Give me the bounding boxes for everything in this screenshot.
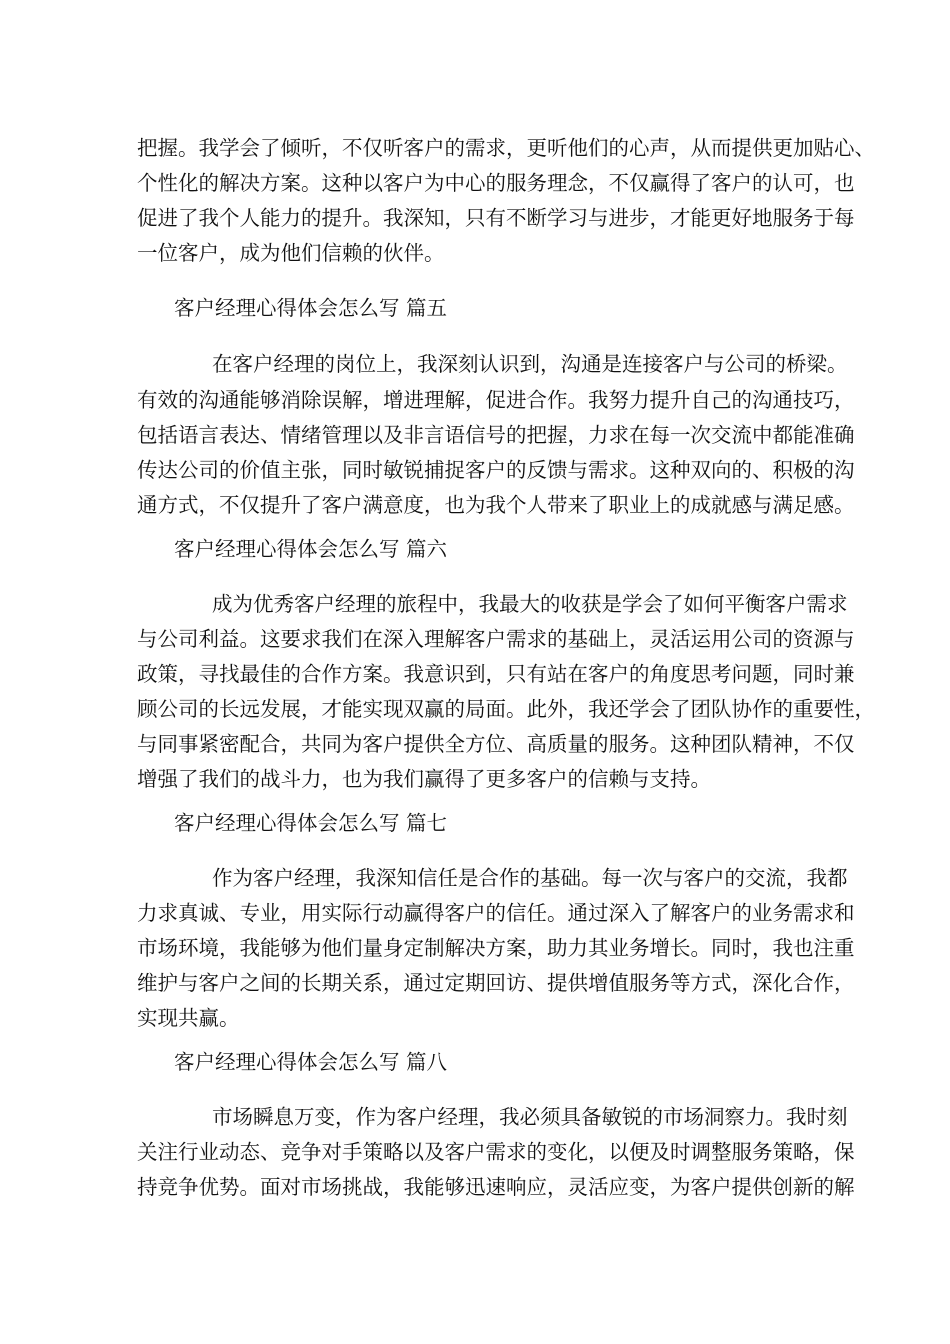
paragraph-line: 力求真诚、专业，用实际行动赢得客户的信任。通过深入了解客户的业务需求和 — [137, 901, 855, 925]
paragraph-line: 包括语言表达、情绪管理以及非言语信号的把握，力求在每一次交流中都能准确 — [137, 423, 855, 447]
paragraph-line: 市场环境，我能够为他们量身定制解决方案，助力其业务增长。同时，我也注重 — [137, 936, 855, 960]
paragraph-line: 维护与客户之间的长期关系，通过定期回访、提供增值服务等方式，深化合作， — [137, 971, 855, 995]
section-heading: 客户经理心得体会怎么写 篇五 — [174, 296, 448, 320]
paragraph-line: 作为客户经理，我深知信任是合作的基础。每一次与客户的交流，我都 — [212, 866, 848, 890]
paragraph-line: 在客户经理的岗位上，我深刻认识到，沟通是连接客户与公司的桥梁。 — [212, 352, 848, 376]
paragraph-line: 成为优秀客户经理的旅程中，我最大的收获是学会了如何平衡客户需求 — [212, 592, 848, 616]
paragraph-line: 关注行业动态、竞争对手策略以及客户需求的变化，以便及时调整服务策略，保 — [137, 1140, 855, 1164]
paragraph-line: 与同事紧密配合，共同为客户提供全方位、高质量的服务。这种团队精神，不仅 — [137, 732, 855, 756]
paragraph-line: 实现共赢。 — [137, 1006, 240, 1030]
paragraph-line: 有效的沟通能够消除误解，增进理解，促进合作。我努力提升自己的沟通技巧， — [137, 388, 855, 412]
paragraph-line: 与公司利益。这要求我们在深入理解客户需求的基础上，灵活运用公司的资源与 — [137, 627, 855, 651]
section-heading: 客户经理心得体会怎么写 篇八 — [174, 1050, 448, 1074]
paragraph-line: 增强了我们的战斗力，也为我们赢得了更多客户的信赖与支持。 — [137, 767, 711, 791]
paragraph-line: 传达公司的价值主张，同时敏锐捕捉客户的反馈与需求。这种双向的、积极的沟 — [137, 458, 855, 482]
section-heading: 客户经理心得体会怎么写 篇七 — [174, 811, 448, 835]
paragraph-line: 顾公司的长远发展，才能实现双赢的局面。此外，我还学会了团队协作的重要性， — [137, 697, 875, 721]
paragraph-line: 持竞争优势。面对市场挑战，我能够迅速响应，灵活应变，为客户提供创新的解 — [137, 1175, 855, 1199]
paragraph-line: 个性化的解决方案。这种以客户为中心的服务理念，不仅赢得了客户的认可，也 — [137, 171, 855, 195]
paragraph-line: 把握。我学会了倾听，不仅听客户的需求，更听他们的心声，从而提供更加贴心、 — [137, 136, 875, 160]
paragraph-line: 一位客户，成为他们信赖的伙伴。 — [137, 241, 445, 265]
paragraph-line: 政策，寻找最佳的合作方案。我意识到，只有站在客户的角度思考问题，同时兼 — [137, 662, 855, 686]
paragraph-line: 市场瞬息万变，作为客户经理，我必须具备敏锐的市场洞察力。我时刻 — [212, 1105, 848, 1129]
section-heading: 客户经理心得体会怎么写 篇六 — [174, 537, 448, 561]
paragraph-line: 促进了我个人能力的提升。我深知，只有不断学习与进步，才能更好地服务于每 — [137, 206, 855, 230]
paragraph-line: 通方式，不仅提升了客户满意度，也为我个人带来了职业上的成就感与满足感。 — [137, 493, 855, 517]
